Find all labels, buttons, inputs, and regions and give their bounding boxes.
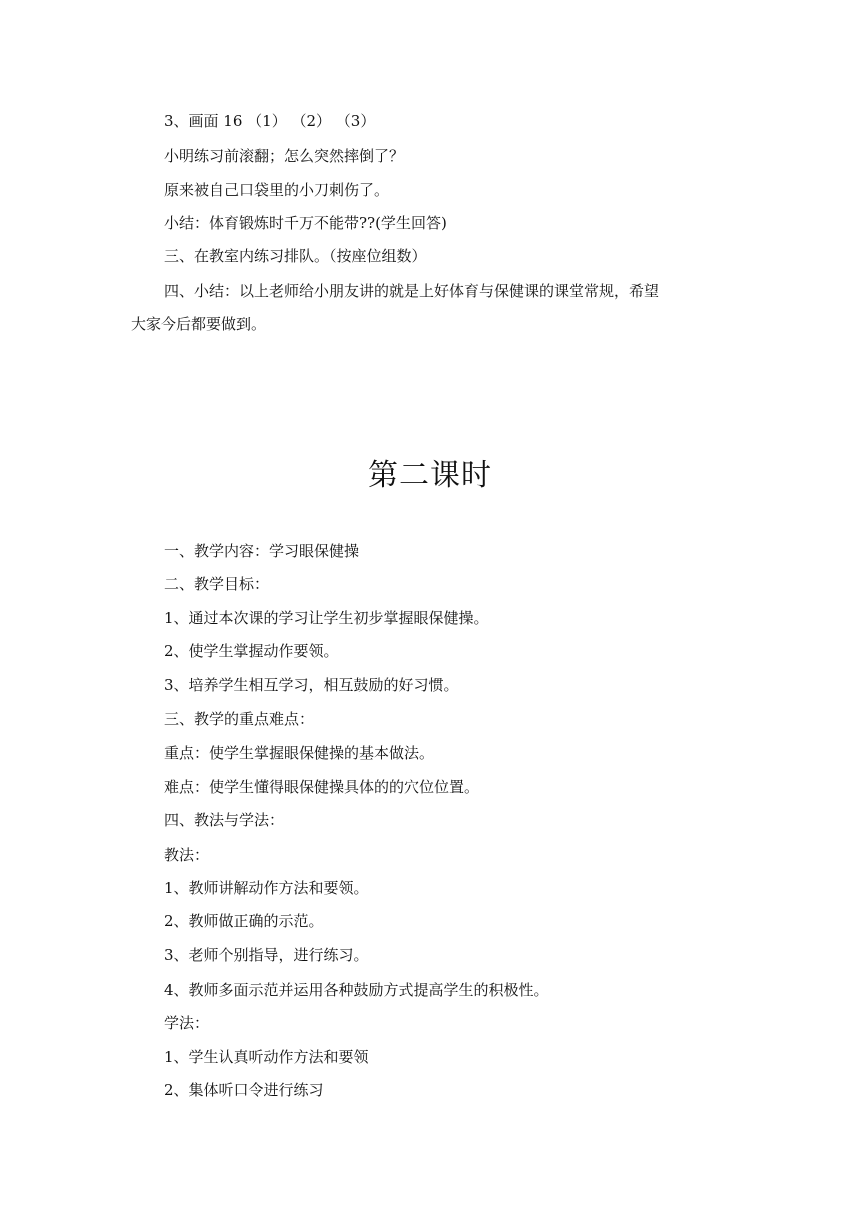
paragraph-line: 1、通过本次课的学习让学生初步掌握眼保健操。 [164,609,489,627]
paragraph-line: 大家今后都要做到。 [131,315,267,333]
section-title: 第二课时 [368,458,492,493]
paragraph-line: 难点：使学生懂得眼保健操具体的的穴位位置。 [164,778,480,796]
paragraph-line: 2、教师做正确的示范。 [164,912,324,930]
paragraph-line: 三、教学的重点难点： [164,710,315,728]
paragraph-line: 教法： [164,846,210,864]
paragraph-line: 四、教法与学法： [164,811,285,829]
paragraph-line: 1、学生认真听动作方法和要领 [164,1048,369,1066]
paragraph-line: 四、小结：以上老师给小朋友讲的就是上好体育与保健课的课堂常规，希望 [164,282,660,300]
paragraph-line: 学法： [164,1014,210,1032]
paragraph-line: 三、在教室内练习排队。（按座位组数） [164,247,427,265]
paragraph-line: 重点：使学生掌握眼保健操的基本做法。 [164,744,435,762]
paragraph-line: 3、老师个别指导，进行练习。 [164,946,369,964]
paragraph-line: 小结：体育锻炼时千万不能带??(学生回答) [164,214,447,232]
paragraph-line: 2、集体听口令进行练习 [164,1081,324,1099]
paragraph-line: 4、教师多面示范并运用各种鼓励方式提高学生的积极性。 [164,981,549,999]
paragraph-line: 小明练习前滚翻；怎么突然摔倒了？ [164,147,405,165]
paragraph-line: 3、培养学生相互学习，相互鼓励的好习惯。 [164,676,459,694]
paragraph-line: 2、使学生掌握动作要领。 [164,642,339,660]
paragraph-line: 一、教学内容：学习眼保健操 [164,542,360,560]
paragraph-line: 二、教学目标： [164,575,270,593]
paragraph-line: 原来被自己口袋里的小刀刺伤了。 [164,181,390,199]
paragraph-line: 3、画面 16 （1） （2） （3） [164,112,376,130]
paragraph-line: 1、教师讲解动作方法和要领。 [164,879,369,897]
